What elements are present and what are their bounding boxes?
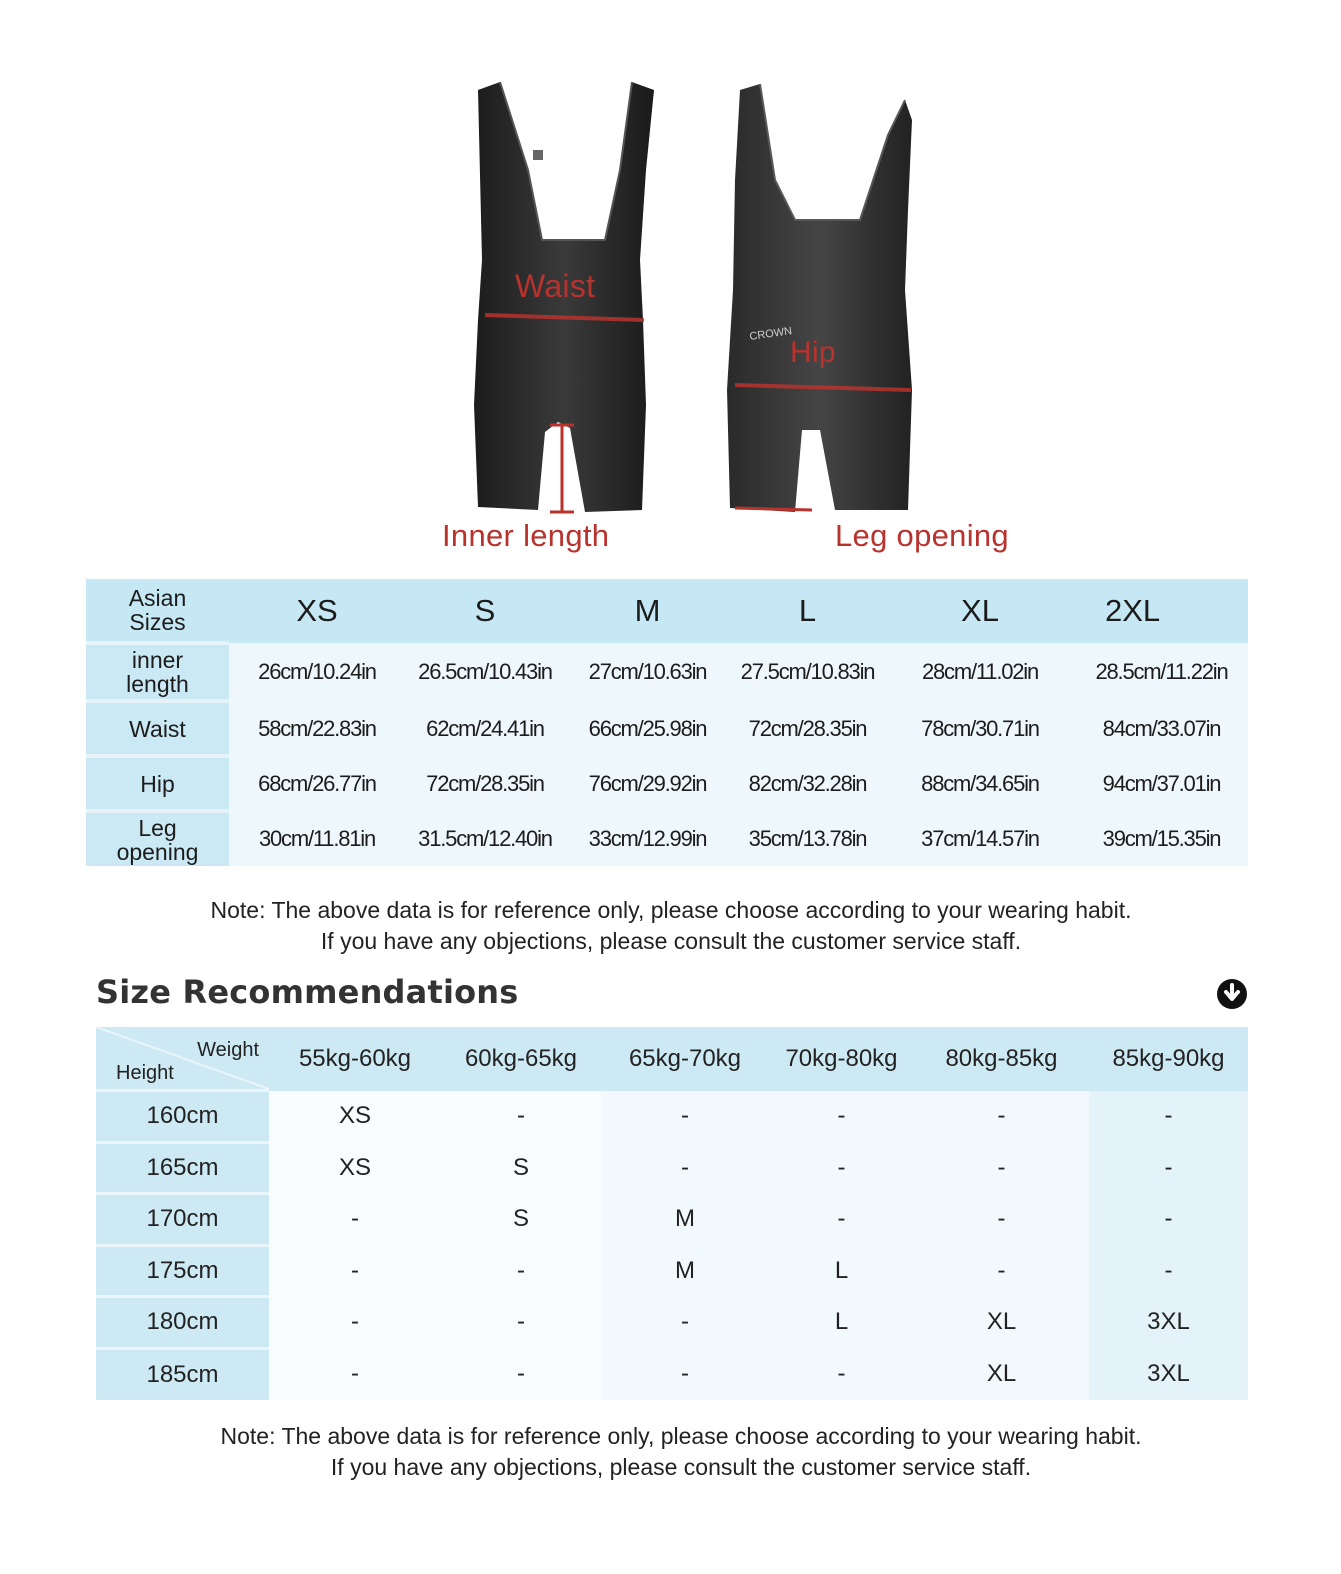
corner-line: Sizes <box>129 609 186 635</box>
table-cell: 27.5cm/10.83in <box>730 643 885 701</box>
row-label-line: Leg <box>138 814 177 841</box>
row-label <box>86 811 229 866</box>
leg-opening-label: Leg opening <box>835 518 1009 553</box>
size-chart-table <box>86 579 1248 866</box>
size-cell: - <box>601 1091 769 1143</box>
size-cell: L <box>769 1245 914 1297</box>
size-header: XL <box>885 579 1075 643</box>
size-recommendation-table <box>96 1027 1248 1400</box>
table-row <box>86 701 1248 756</box>
size-cell: - <box>601 1348 769 1400</box>
table-cell: 37cm/14.57in <box>885 811 1075 866</box>
size-header: 2XL <box>1075 579 1248 643</box>
size-cell: XS <box>269 1091 441 1143</box>
row-label <box>86 643 229 701</box>
size-cell: - <box>601 1142 769 1194</box>
size-cell: - <box>769 1348 914 1400</box>
table-cell: 31.5cm/12.40in <box>405 811 565 866</box>
hip-label: Hip <box>790 336 836 369</box>
size-header: XS <box>229 579 405 643</box>
table-cell: 88cm/34.65in <box>885 756 1075 811</box>
note-line: If you have any objections, please consult the customer service staff. <box>330 1454 1032 1480</box>
table-cell: 26cm/10.24in <box>229 643 405 701</box>
size-cell: - <box>1089 1245 1248 1297</box>
table-cell: 35cm/13.78in <box>730 811 885 866</box>
svg-text:CROWN: CROWN <box>748 325 793 343</box>
table-cell: 66cm/25.98in <box>565 701 730 756</box>
bib-shorts-illustration <box>400 60 1100 580</box>
weight-header: 55kg-60kg <box>269 1027 441 1091</box>
table-row <box>96 1245 1248 1297</box>
size-cell: - <box>441 1348 601 1400</box>
height-cell: 185cm <box>96 1348 269 1400</box>
weight-label: Weight <box>197 1039 259 1061</box>
size-cell: XL <box>914 1297 1089 1349</box>
size-cell: - <box>914 1194 1089 1246</box>
size-cell: - <box>1089 1194 1248 1246</box>
size-cell: 3XL <box>1089 1297 1248 1349</box>
weight-header: 85kg-90kg <box>1089 1027 1248 1091</box>
table-cell: 94cm/37.01in <box>1075 756 1248 811</box>
table-cell: 58cm/22.83in <box>229 701 405 756</box>
corner-line: Asian <box>128 585 187 611</box>
size-cell: - <box>1089 1142 1248 1194</box>
weight-header: 60kg-65kg <box>441 1027 601 1091</box>
size-cell: S <box>441 1142 601 1194</box>
row-label <box>86 756 229 811</box>
size-cell: XL <box>914 1348 1089 1400</box>
back-view <box>727 84 912 512</box>
table-row <box>86 811 1248 866</box>
table-cell: 62cm/24.41in <box>405 701 565 756</box>
size-cell: - <box>914 1142 1089 1194</box>
size-cell: M <box>601 1245 769 1297</box>
size-cell: S <box>441 1194 601 1246</box>
note-line: Note: The above data is for reference only, please choose according to your wearing habit. <box>210 897 1132 923</box>
row-label-line: opening <box>116 838 199 865</box>
size-header: L <box>730 579 885 643</box>
size-cell: XS <box>269 1142 441 1194</box>
table-row <box>86 643 1248 701</box>
size-cell: - <box>914 1091 1089 1143</box>
arrow-down-circle-icon[interactable] <box>1216 978 1248 1010</box>
size-cell: - <box>1089 1091 1248 1143</box>
size-cell: - <box>441 1091 601 1143</box>
size-cell: M <box>601 1194 769 1246</box>
table-row <box>96 1091 1248 1143</box>
waist-label: Waist <box>515 268 596 304</box>
table-cell: 33cm/12.99in <box>565 811 730 866</box>
size-cell: - <box>441 1245 601 1297</box>
table-cell: 72cm/28.35in <box>730 701 885 756</box>
table-cell: 28cm/11.02in <box>885 643 1075 701</box>
size-cell: - <box>769 1194 914 1246</box>
table-cell: 76cm/29.92in <box>565 756 730 811</box>
note-line: If you have any objections, please consult the customer service staff. <box>320 928 1022 954</box>
row-label-line: length <box>126 671 189 697</box>
note-line: Note: The above data is for reference only, please choose according to your wearing habit. <box>220 1423 1142 1449</box>
table-row <box>96 1297 1248 1349</box>
size-header: M <box>565 579 730 643</box>
size-cell: - <box>769 1142 914 1194</box>
table-row <box>96 1142 1248 1194</box>
table-cell: 27cm/10.63in <box>565 643 730 701</box>
table-row <box>96 1348 1248 1400</box>
row-label-line: Waist <box>129 715 186 742</box>
table-cell: 30cm/11.81in <box>229 811 405 866</box>
inner-length-label: Inner length <box>442 518 610 553</box>
size-cell: - <box>601 1297 769 1349</box>
size-chart-header <box>86 579 1248 643</box>
table-row <box>86 756 1248 811</box>
size-chart-note <box>60 895 1282 957</box>
table-cell: 72cm/28.35in <box>405 756 565 811</box>
size-cell: - <box>269 1348 441 1400</box>
size-cell: - <box>769 1091 914 1143</box>
size-header: S <box>405 579 565 643</box>
size-cell: - <box>269 1297 441 1349</box>
product-figure <box>400 60 1100 580</box>
size-chart-corner <box>86 579 229 643</box>
table-cell: 82cm/32.28in <box>730 756 885 811</box>
weight-header: 70kg-80kg <box>769 1027 914 1091</box>
table-cell: 78cm/30.71in <box>885 701 1075 756</box>
size-cell: - <box>269 1194 441 1246</box>
recommendation-note <box>60 1421 1302 1483</box>
row-label-line: Hip <box>140 770 175 797</box>
weight-header: 80kg-85kg <box>914 1027 1089 1091</box>
weight-header: 65kg-70kg <box>601 1027 769 1091</box>
height-label: Height <box>116 1062 174 1084</box>
size-cell: - <box>269 1245 441 1297</box>
size-cell: - <box>914 1245 1089 1297</box>
table-cell: 26.5cm/10.43in <box>405 643 565 701</box>
size-cell: 3XL <box>1089 1348 1248 1400</box>
table-cell: 39cm/15.35in <box>1075 811 1248 866</box>
size-cell: L <box>769 1297 914 1349</box>
size-cell: - <box>441 1297 601 1349</box>
section-title: Size Recommendations <box>96 973 519 1011</box>
row-label-line: inner <box>131 647 184 673</box>
height-cell: 175cm <box>96 1245 269 1297</box>
height-cell: 160cm <box>96 1091 269 1143</box>
recommendation-header <box>96 1027 1248 1091</box>
height-cell: 180cm <box>96 1297 269 1349</box>
table-cell: 28.5cm/11.22in <box>1075 643 1248 701</box>
height-cell: 170cm <box>96 1194 269 1246</box>
row-label <box>86 701 229 756</box>
table-row <box>96 1194 1248 1246</box>
table-cell: 84cm/33.07in <box>1075 701 1248 756</box>
weight-height-corner <box>96 1027 269 1091</box>
table-cell: 68cm/26.77in <box>229 756 405 811</box>
height-cell: 165cm <box>96 1142 269 1194</box>
